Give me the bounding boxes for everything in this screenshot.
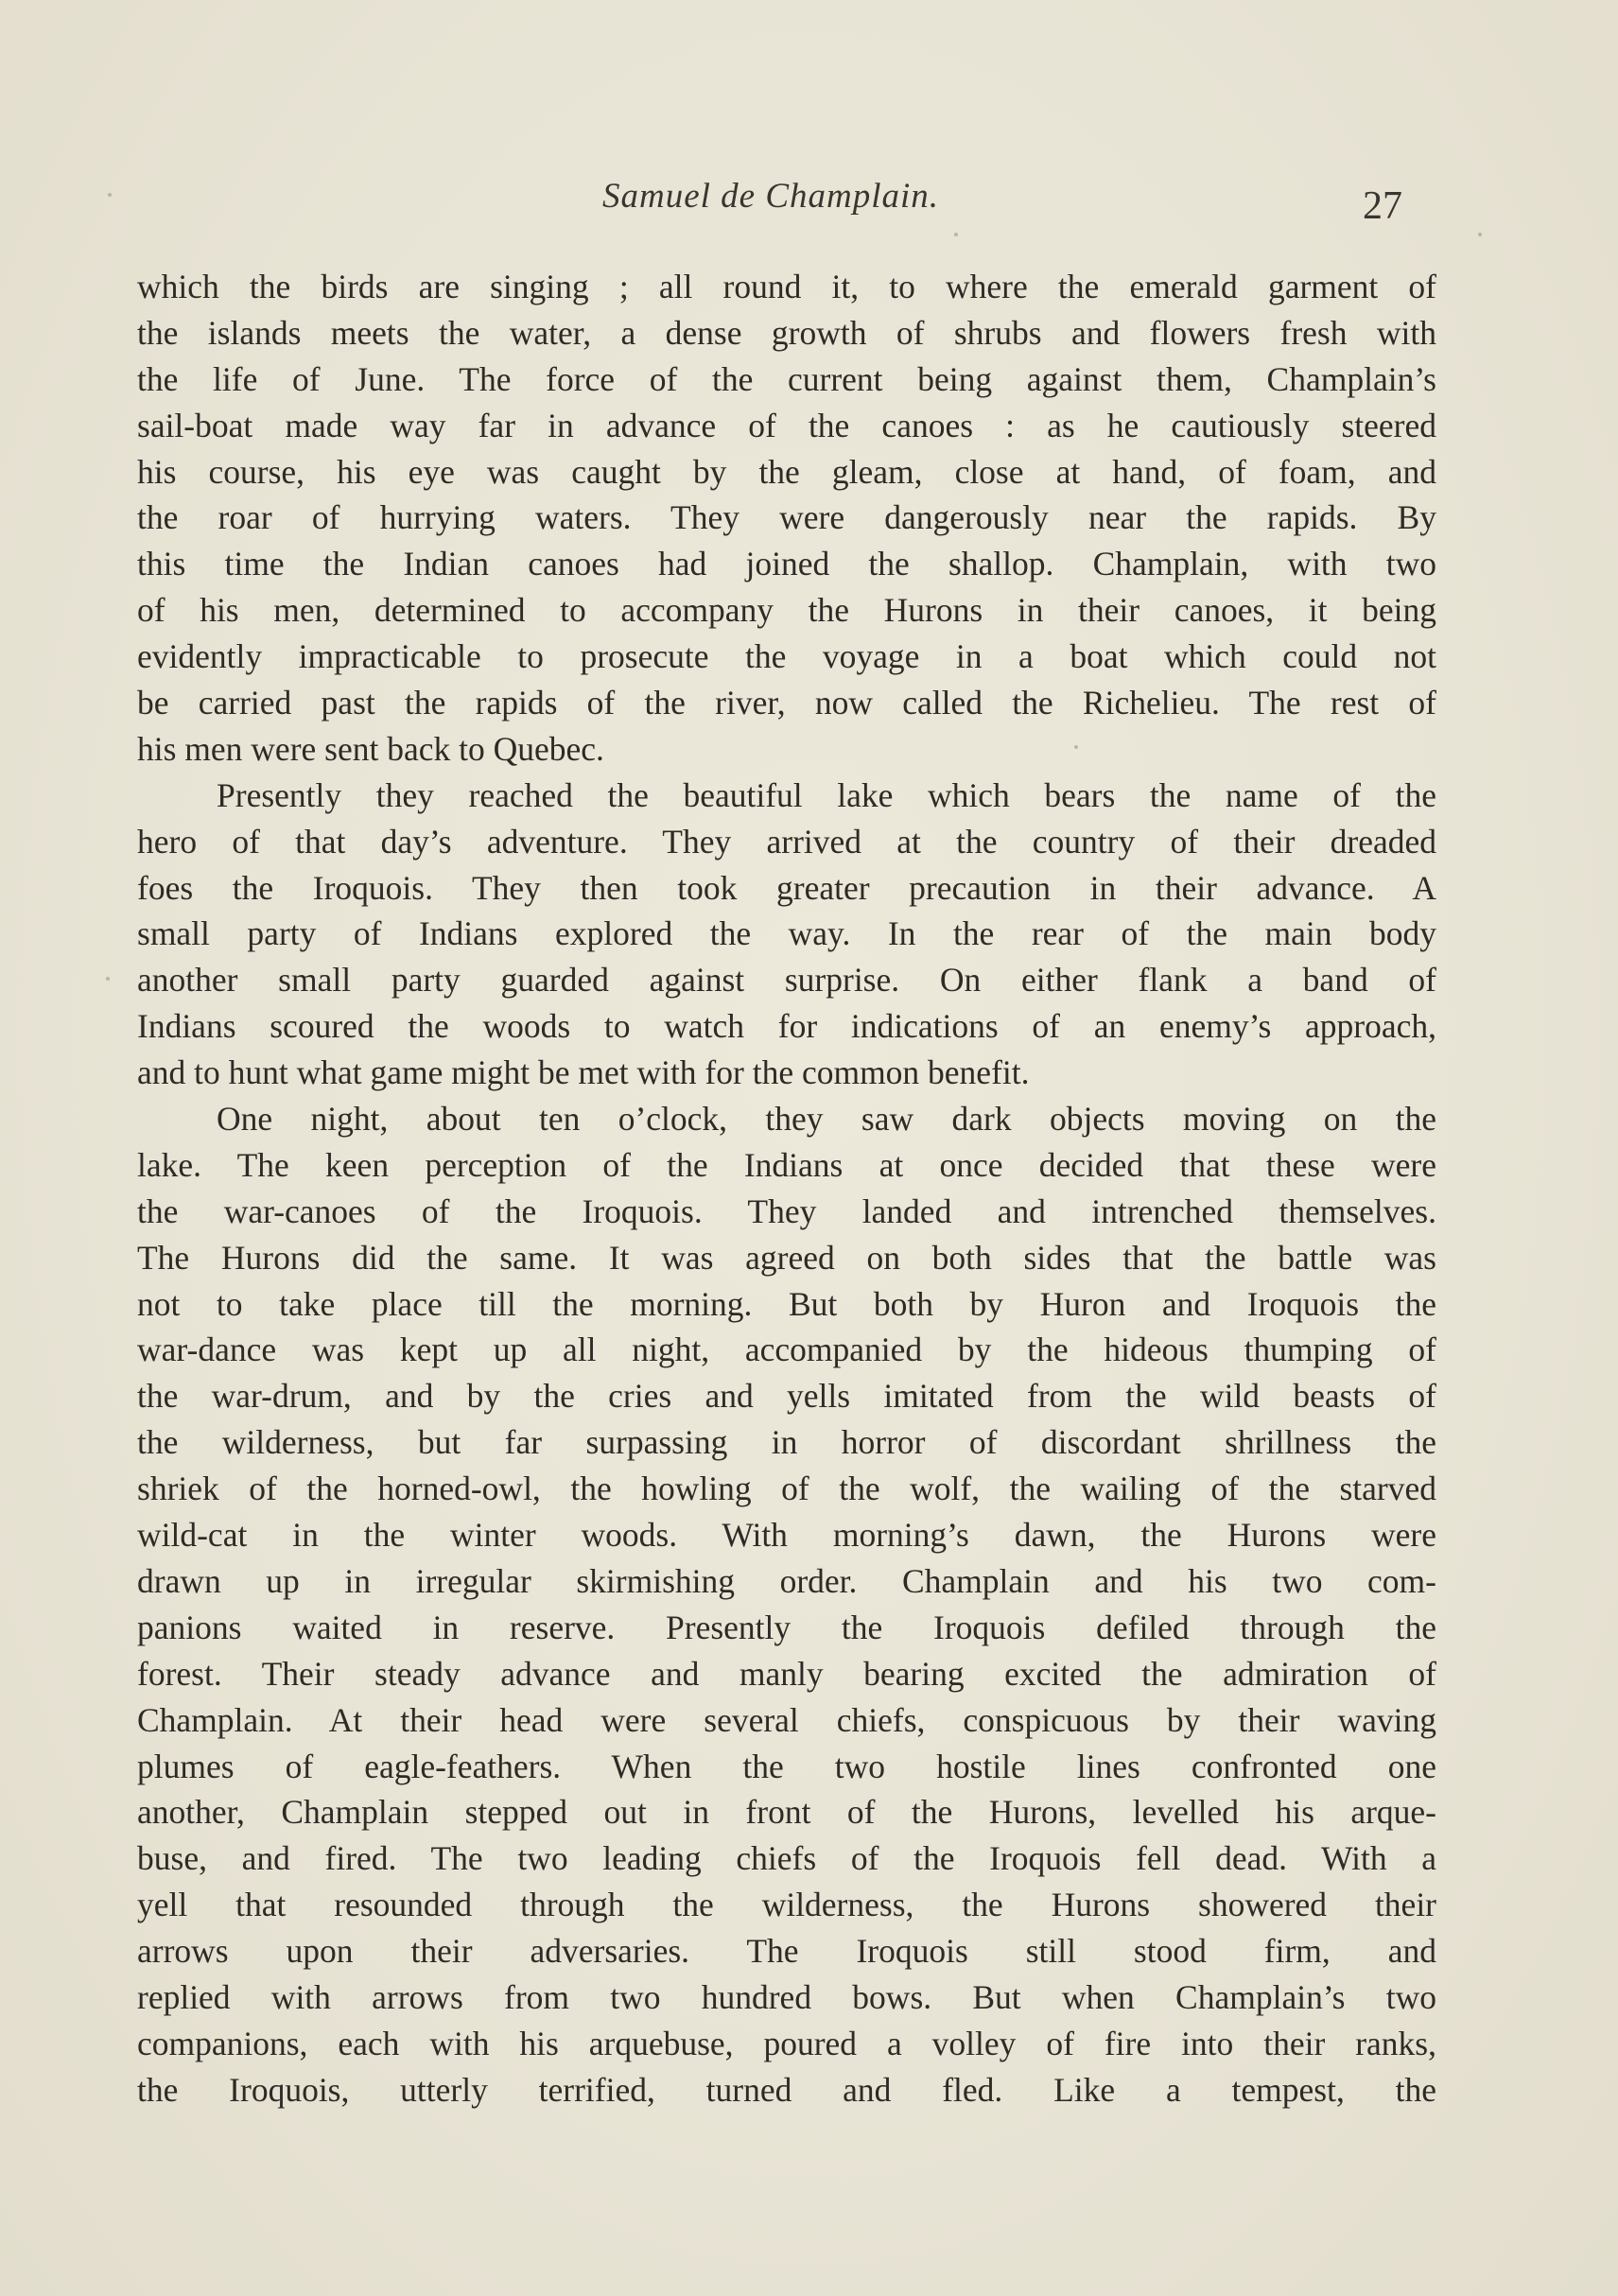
- text-line: foes the Iroquois. They then took greater precaution in their advance. A: [137, 868, 1436, 907]
- text-line: replied with arrows from two hundred bows. But when Champlain’s two: [137, 1977, 1436, 2016]
- text-line: the war-drum, and by the cries and yells imitated from the wild beasts of: [137, 1377, 1436, 1416]
- text-line: Indians scoured the woods to watch for indications of an enemy’s approach,: [137, 1007, 1436, 1046]
- text-line: of his men, determined to accompany the Hurons in their canoes, it being: [137, 591, 1436, 630]
- text-line: war-dance was kept up all night, accompanied by the hideous thumping of: [137, 1331, 1436, 1369]
- paper-speck: [1074, 745, 1078, 749]
- text-line: sail-boat made way far in advance of the canoes : as he cautiously steered: [137, 406, 1436, 444]
- text-line: One night, about ten o’clock, they saw dark objects moving on the: [217, 1100, 1436, 1139]
- text-line: companions, each with his arquebuse, poured a volley of fire into their ranks,: [137, 2024, 1436, 2062]
- paper-speck: [108, 193, 112, 197]
- running-title: Samuel de Champlain.: [601, 177, 940, 216]
- text-line: lake. The keen perception of the Indians at once decided that these were: [137, 1145, 1436, 1184]
- text-line: arrows upon their adversaries. The Iroquois still stood firm, and: [137, 1932, 1436, 1971]
- body-text: [137, 264, 1436, 2113]
- paper-speck: [1478, 233, 1482, 236]
- text-line: buse, and fired. The two leading chiefs of the Iroquois fell dead. With a: [137, 1839, 1436, 1878]
- page-number: 27: [1363, 184, 1402, 228]
- text-line: hero of that day’s adventure. They arrived at the country of their dreaded: [137, 822, 1436, 861]
- text-line: the life of June. The force of the current being against them, Champlain’s: [137, 359, 1436, 398]
- text-line: The Hurons did the same. It was agreed on both sides that the battle was: [137, 1238, 1436, 1277]
- text-line: evidently impracticable to prosecute the voyage in a boat which could not: [137, 637, 1436, 676]
- text-line: the war-canoes of the Iroquois. They landed and intrenched themselves.: [137, 1191, 1436, 1230]
- running-head: [0, 168, 1618, 228]
- text-line: panions waited in reserve. Presently the Iroquois defiled through the: [137, 1608, 1436, 1646]
- text-line: the islands meets the water, a dense growth of shrubs and flowers fresh with: [137, 313, 1436, 352]
- text-line: drawn up in irregular skirmishing order. Champlain and his two com-: [137, 1561, 1436, 1600]
- text-line: plumes of eagle-feathers. When the two hostile lines confronted one: [137, 1747, 1436, 1785]
- text-line: be carried past the rapids of the river, now called the Richelieu. The rest of: [137, 684, 1436, 722]
- paper-speck: [106, 977, 110, 981]
- text-line: another small party guarded against surprise. On either flank a band of: [137, 961, 1436, 1000]
- text-line: this time the Indian canoes had joined the shallop. Champlain, with two: [137, 545, 1436, 583]
- text-line: shriek of the horned-owl, the howling of the wolf, the wailing of the starved: [137, 1470, 1436, 1508]
- text-line: his course, his eye was caught by the gleam, close at hand, of foam, and: [137, 452, 1436, 491]
- paper-speck: [954, 233, 958, 236]
- text-line: forest. Their steady advance and manly bearing excited the admiration of: [137, 1654, 1436, 1693]
- text-line: Champlain. At their head were several chiefs, conspicuous by their waving: [137, 1700, 1436, 1739]
- text-line: another, Champlain stepped out in front of the Hurons, levelled his arque-: [137, 1793, 1436, 1832]
- text-line: the Iroquois, utterly terrified, turned and fled. Like a tempest, the: [137, 2070, 1436, 2109]
- text-line: small party of Indians explored the way. In the rear of the main body: [137, 914, 1436, 953]
- text-line: yell that resounded through the wilderness, the Hurons showered their: [137, 1886, 1436, 1924]
- text-line: which the birds are singing ; all round it, to where the emerald garment of: [137, 268, 1436, 305]
- text-line: not to take place till the morning. But both by Huron and Iroquois the: [137, 1284, 1436, 1323]
- text-line: Presently they reached the beautiful lake which bears the name of the: [217, 775, 1436, 814]
- text-line: his men were sent back to Quebec.: [137, 729, 604, 768]
- text-line: and to hunt what game might be met with for the common benefit.: [137, 1053, 1030, 1092]
- text-line: wild-cat in the winter woods. With morning’s dawn, the Hurons were: [137, 1516, 1436, 1555]
- text-line: the roar of hurrying waters. They were dangerously near the rapids. By: [137, 498, 1436, 537]
- text-line: the wilderness, but far surpassing in horror of discordant shrillness the: [137, 1423, 1436, 1462]
